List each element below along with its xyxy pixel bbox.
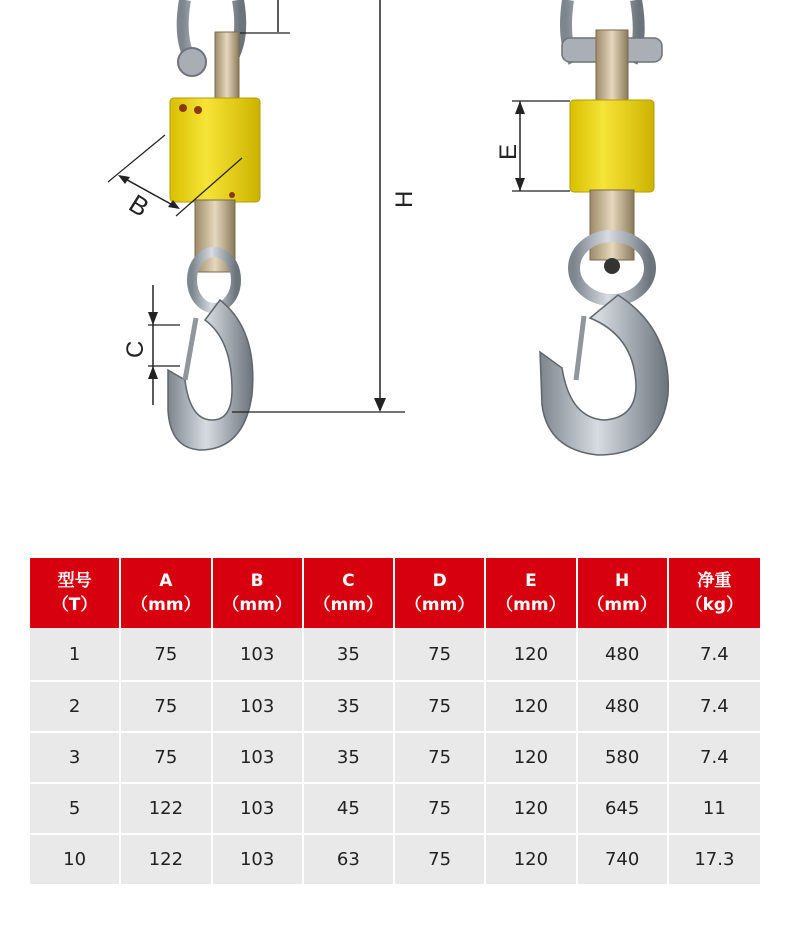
- table-cell: 5: [30, 782, 121, 833]
- header-weight: 净重 （kg）: [669, 558, 760, 628]
- table-cell: 75: [395, 680, 486, 731]
- table-cell: 75: [121, 628, 212, 680]
- table-cell: 120: [486, 731, 577, 782]
- table-cell: 2: [30, 680, 121, 731]
- table-cell: 480: [578, 628, 669, 680]
- table-cell: 35: [304, 731, 395, 782]
- table-cell: 75: [395, 782, 486, 833]
- table-cell: 75: [121, 680, 212, 731]
- table-cell: 10: [30, 833, 121, 884]
- table-cell: 75: [395, 731, 486, 782]
- header-e: E （mm）: [486, 558, 577, 628]
- table-cell: 480: [578, 680, 669, 731]
- table-cell: 103: [213, 680, 304, 731]
- table-cell: 11: [669, 782, 760, 833]
- table-cell: 103: [213, 833, 304, 884]
- header-model: 型号 （T）: [30, 558, 121, 628]
- header-a: A （mm）: [121, 558, 212, 628]
- header-d: D （mm）: [395, 558, 486, 628]
- right-hook-view: [495, 0, 668, 455]
- table-cell: 1: [30, 628, 121, 680]
- table-cell: 75: [395, 628, 486, 680]
- dimension-label-c: C: [122, 340, 149, 358]
- table-cell: 3: [30, 731, 121, 782]
- table-cell: 103: [213, 731, 304, 782]
- table-cell: 75: [395, 833, 486, 884]
- table-cell: 740: [578, 833, 669, 884]
- table-cell: 122: [121, 782, 212, 833]
- table-cell: 103: [213, 628, 304, 680]
- table-cell: 120: [486, 680, 577, 731]
- table-cell: 75: [121, 731, 212, 782]
- table-cell: 7.4: [669, 680, 760, 731]
- dimension-label-e: E: [495, 143, 522, 160]
- table-cell: 7.4: [669, 731, 760, 782]
- table-cell: 35: [304, 680, 395, 731]
- table-cell: 45: [304, 782, 395, 833]
- table-row: [30, 731, 760, 782]
- table-cell: 35: [304, 628, 395, 680]
- header-b: B （mm）: [213, 558, 304, 628]
- table-row: [30, 680, 760, 731]
- table-cell: 580: [578, 731, 669, 782]
- table-row: [30, 833, 760, 884]
- dimension-label-b: B: [123, 188, 155, 223]
- table-cell: 645: [578, 782, 669, 833]
- spec-table: [30, 558, 760, 884]
- header-h: H （mm）: [578, 558, 669, 628]
- table-cell: 7.4: [669, 628, 760, 680]
- table-cell: 103: [213, 782, 304, 833]
- table-cell: 122: [121, 833, 212, 884]
- table-header-row: [30, 558, 760, 628]
- table-cell: 120: [486, 782, 577, 833]
- table-row: [30, 628, 760, 680]
- table-cell: 63: [304, 833, 395, 884]
- left-hook-view: [108, 0, 418, 450]
- dimension-label-h: H: [391, 190, 418, 208]
- header-c: C （mm）: [304, 558, 395, 628]
- table-cell: 120: [486, 833, 577, 884]
- table-row: [30, 782, 760, 833]
- table-cell: 17.3: [669, 833, 760, 884]
- table-cell: 120: [486, 628, 577, 680]
